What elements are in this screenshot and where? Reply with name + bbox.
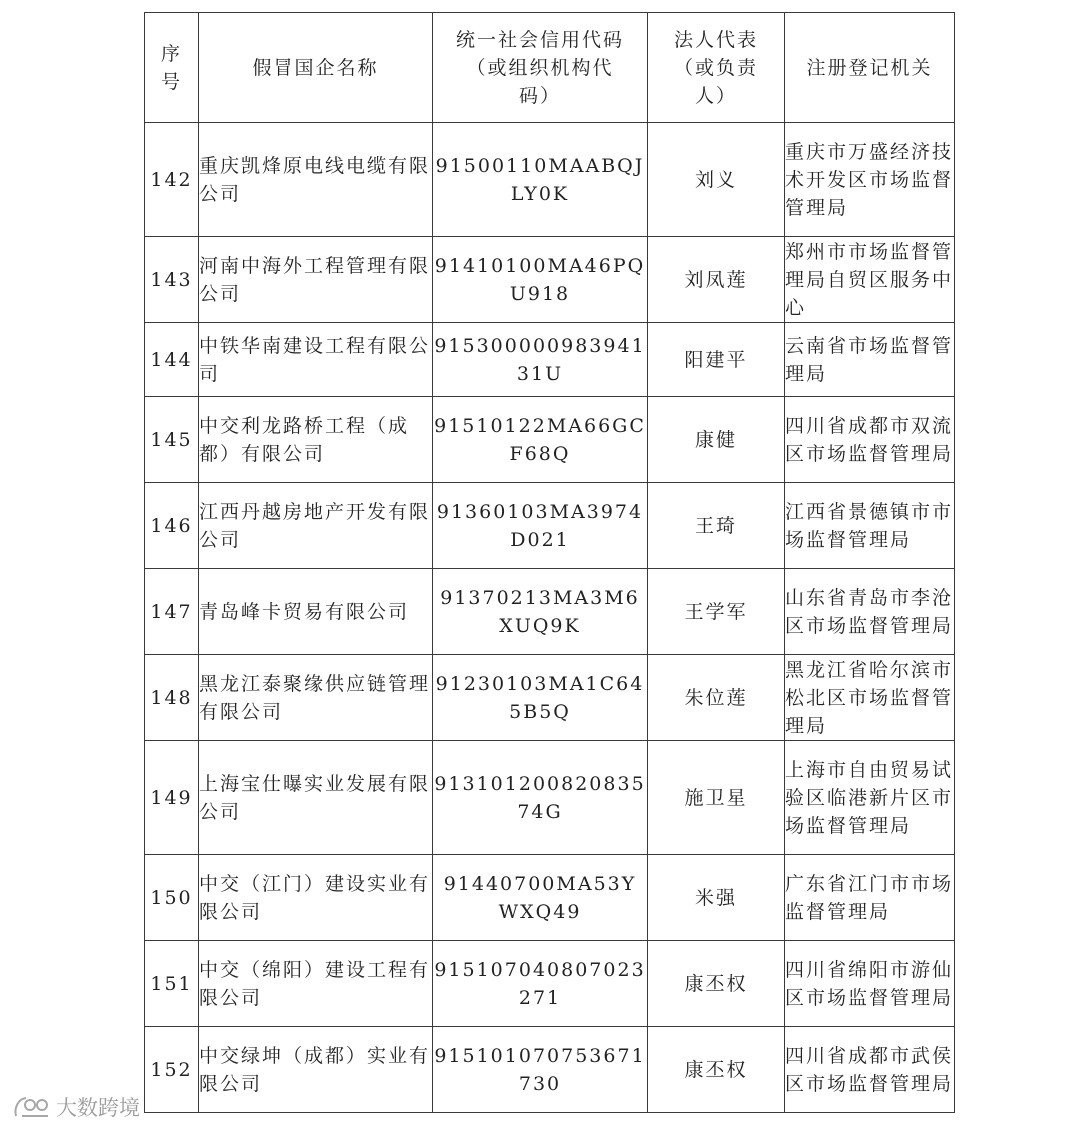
watermark-text: 大数跨境: [56, 1096, 140, 1120]
row-seq: 149: [145, 741, 199, 855]
legal-representative: 阳建平: [648, 323, 785, 397]
registration-authority: 江西省景德镇市市场监督管理局: [785, 483, 955, 569]
registration-authority: 上海市自由贸易试验区临港新片区市场监督管理局: [785, 741, 955, 855]
table-row: [145, 123, 955, 237]
row-seq: 145: [145, 397, 199, 483]
credit-code: 91310120082083574G: [433, 741, 648, 855]
company-name: 河南中海外工程管理有限公司: [199, 237, 433, 323]
registration-authority: 黑龙江省哈尔滨市松北区市场监督管理局: [785, 655, 955, 741]
table-row: [145, 655, 955, 741]
credit-code: 91530000098394131U: [433, 323, 648, 397]
registration-authority: 郑州市市场监督管理局自贸区服务中心: [785, 237, 955, 323]
row-seq: 144: [145, 323, 199, 397]
row-seq: 151: [145, 941, 199, 1027]
table-row: [145, 1027, 955, 1113]
company-name: 江西丹越房地产开发有限公司: [199, 483, 433, 569]
legal-representative: 朱位莲: [648, 655, 785, 741]
header-authority: 注册登记机关: [785, 13, 955, 123]
legal-representative: 施卫星: [648, 741, 785, 855]
company-name: 中交（绵阳）建设工程有限公司: [199, 941, 433, 1027]
table-row: [145, 483, 955, 569]
company-name: 中交绿坤（成都）实业有限公司: [199, 1027, 433, 1113]
header-seq: 序号: [145, 13, 199, 123]
table-row: [145, 323, 955, 397]
header-row: [145, 13, 955, 123]
legal-representative: 米强: [648, 855, 785, 941]
row-seq: 150: [145, 855, 199, 941]
credit-code: 91500110MAABQJLY0K: [433, 123, 648, 237]
table-row: [145, 855, 955, 941]
table-row: [145, 741, 955, 855]
table-row: [145, 237, 955, 323]
credit-code: 91410100MA46PQU918: [433, 237, 648, 323]
table-row: [145, 397, 955, 483]
registration-authority: 四川省绵阳市游仙区市场监督管理局: [785, 941, 955, 1027]
company-name: 重庆凯烽原电线电缆有限公司: [199, 123, 433, 237]
company-name: 中交利龙路桥工程（成都）有限公司: [199, 397, 433, 483]
credit-code: 91440700MA53YWXQ49: [433, 855, 648, 941]
registration-authority: 云南省市场监督管理局: [785, 323, 955, 397]
legal-representative: 王学军: [648, 569, 785, 655]
credit-code: 915107040807023271: [433, 941, 648, 1027]
table-row: [145, 941, 955, 1027]
header-rep: 法人代表（或负责人）: [648, 13, 785, 123]
company-name: 中铁华南建设工程有限公司: [199, 323, 433, 397]
fake-soe-table: [144, 12, 955, 1113]
registration-authority: 四川省成都市双流区市场监督管理局: [785, 397, 955, 483]
registration-authority: 广东省江门市市场监督管理局: [785, 855, 955, 941]
company-name: 上海宝仕曝实业发展有限公司: [199, 741, 433, 855]
registration-authority: 山东省青岛市李沧区市场监督管理局: [785, 569, 955, 655]
registration-authority: 重庆市万盛经济技术开发区市场监督管理局: [785, 123, 955, 237]
company-name: 黑龙江泰聚缘供应链管理有限公司: [199, 655, 433, 741]
credit-code: 915101070753671730: [433, 1027, 648, 1113]
watermark: [12, 1092, 140, 1122]
row-seq: 148: [145, 655, 199, 741]
row-seq: 152: [145, 1027, 199, 1113]
legal-representative: 刘凤莲: [648, 237, 785, 323]
row-seq: 146: [145, 483, 199, 569]
header-code: 统一社会信用代码（或组织机构代码）: [433, 13, 648, 123]
credit-code: 91360103MA3974D021: [433, 483, 648, 569]
header-name: 假冒国企名称: [199, 13, 433, 123]
credit-code: 91370213MA3M6XUQ9K: [433, 569, 648, 655]
legal-representative: 刘义: [648, 123, 785, 237]
legal-representative: 康丕权: [648, 1027, 785, 1113]
legal-representative: 康丕权: [648, 941, 785, 1027]
company-name: 中交（江门）建设实业有限公司: [199, 855, 433, 941]
logo-icon: [12, 1094, 52, 1120]
credit-code: 91510122MA66GCF68Q: [433, 397, 648, 483]
company-name: 青岛峰卡贸易有限公司: [199, 569, 433, 655]
table-row: [145, 569, 955, 655]
row-seq: 147: [145, 569, 199, 655]
credit-code: 91230103MA1C645B5Q: [433, 655, 648, 741]
legal-representative: 康健: [648, 397, 785, 483]
row-seq: 143: [145, 237, 199, 323]
row-seq: 142: [145, 123, 199, 237]
legal-representative: 王琦: [648, 483, 785, 569]
registration-authority: 四川省成都市武侯区市场监督管理局: [785, 1027, 955, 1113]
